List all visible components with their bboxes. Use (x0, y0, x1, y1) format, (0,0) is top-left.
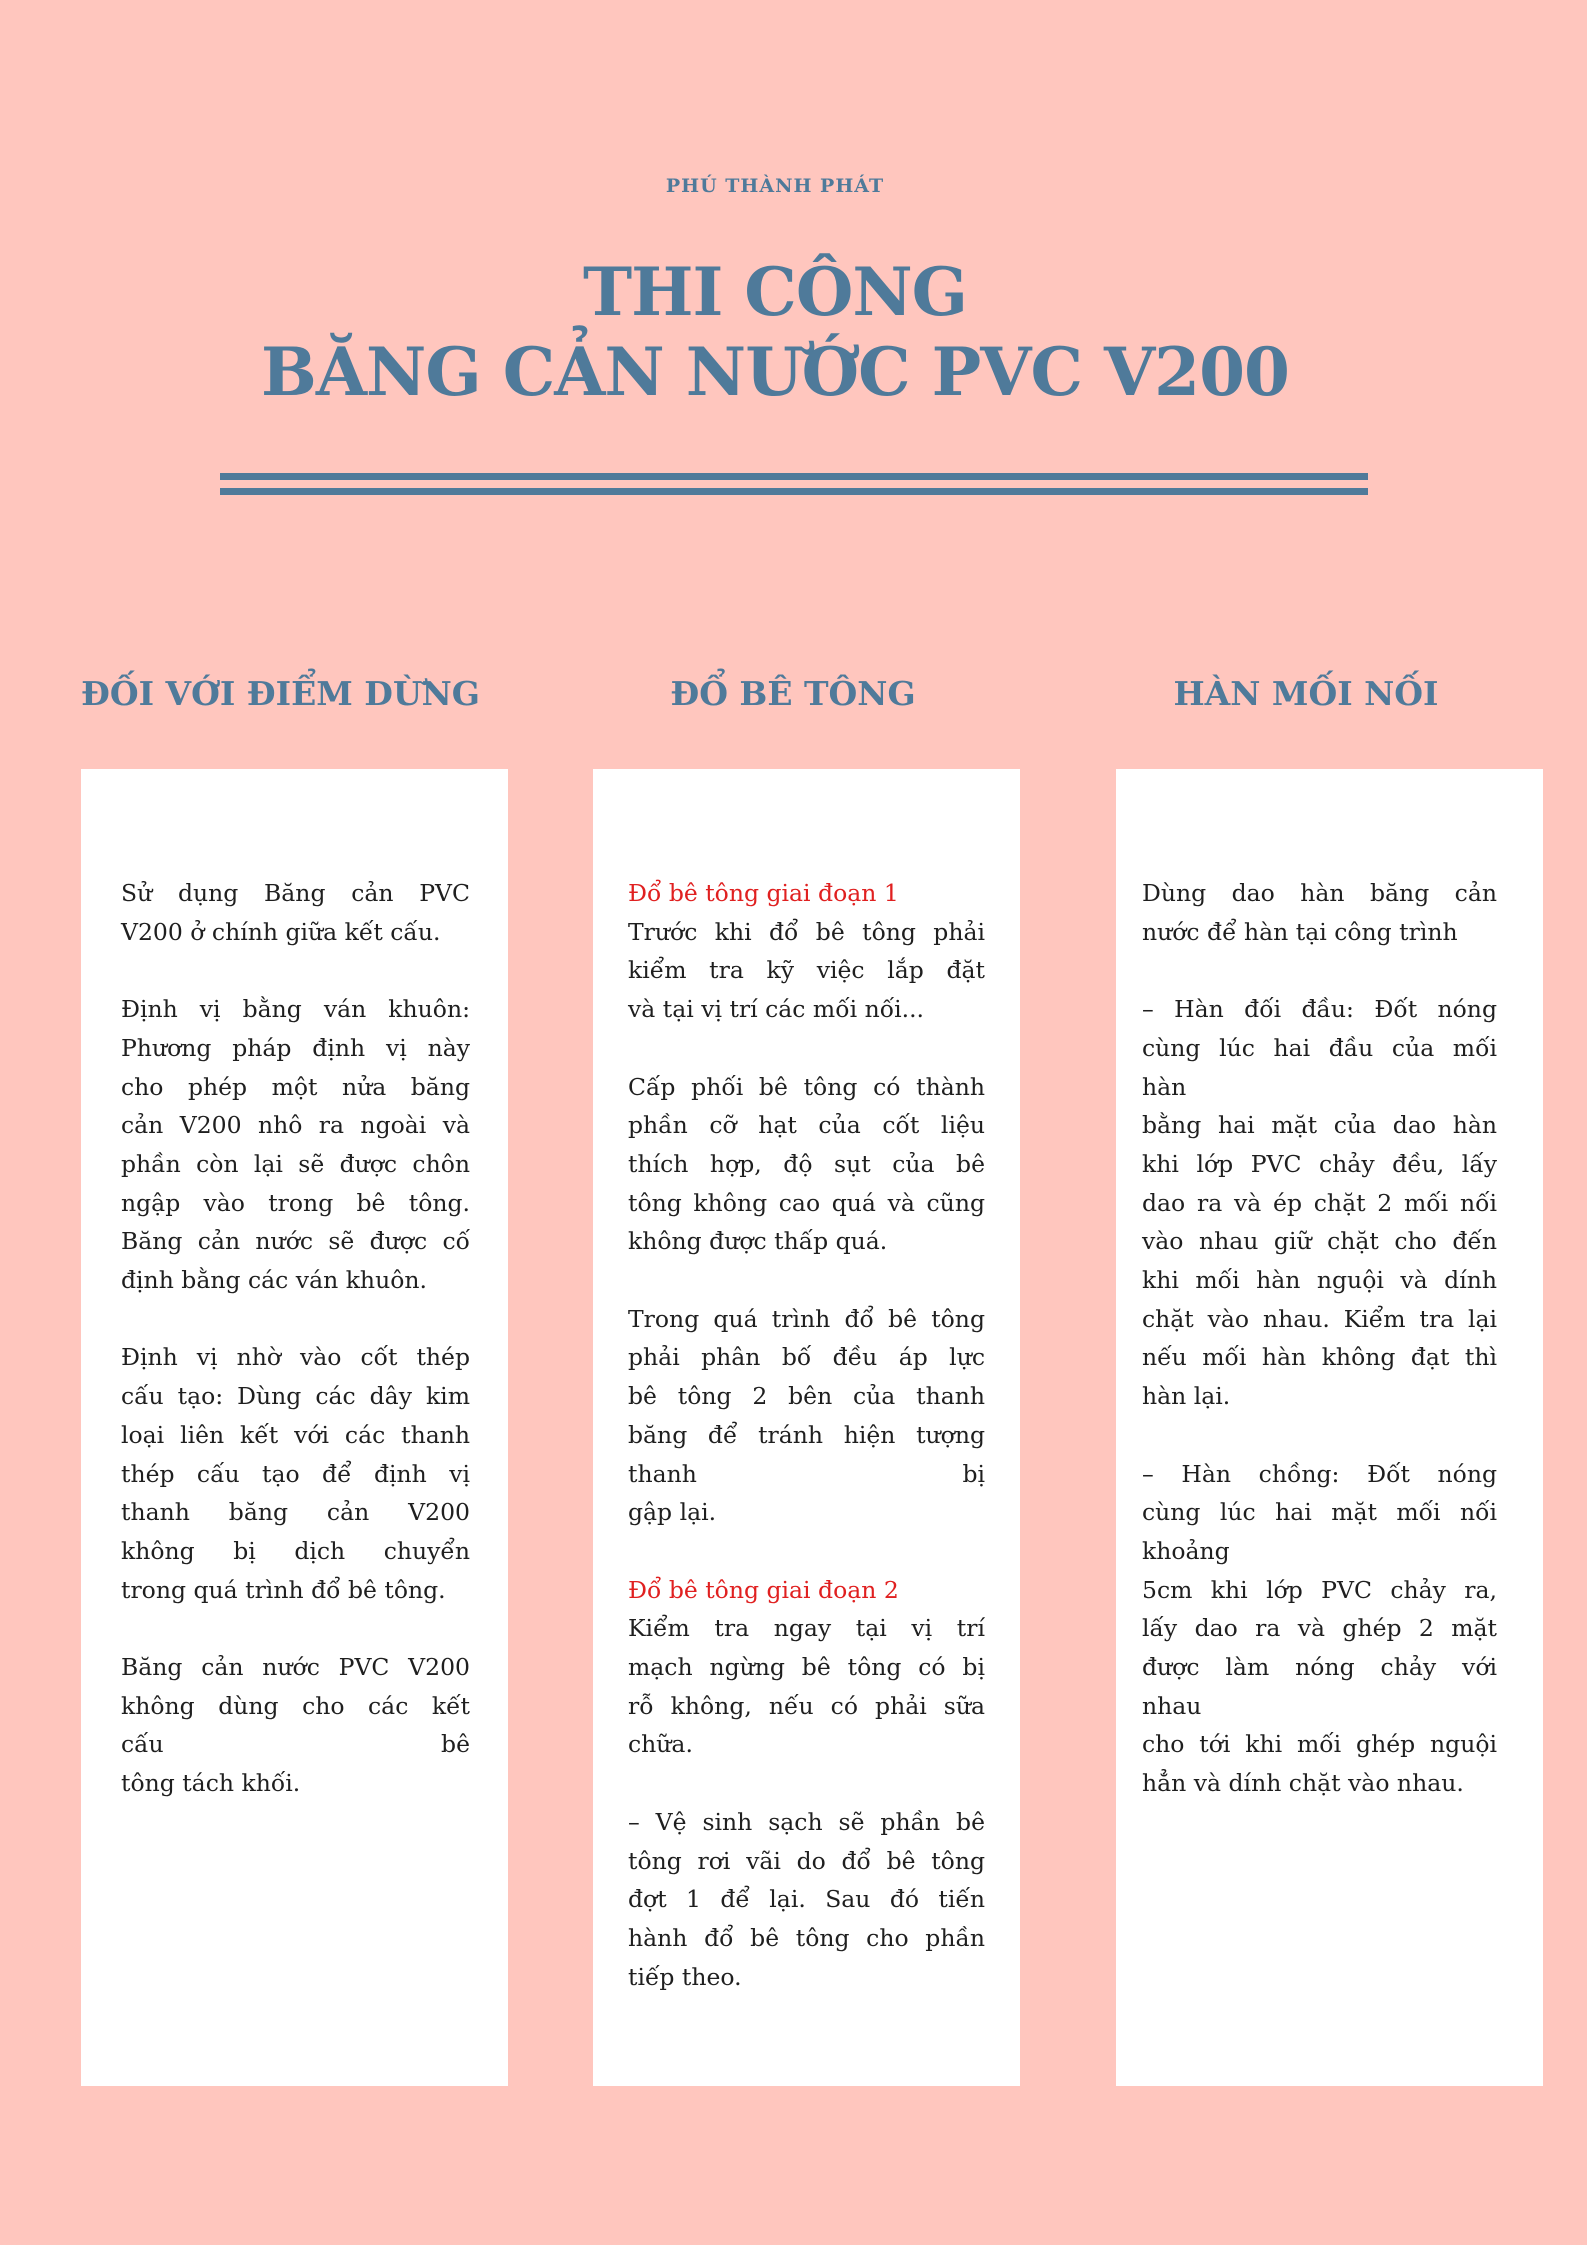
text-line: thanh bị (628, 1459, 985, 1488)
text-line: rỗ không, nếu có phải sữa (628, 1691, 985, 1720)
text-line: ngập vào trong bê tông. (121, 1188, 470, 1217)
text-line: chặt vào nhau. Kiểm tra lại (1142, 1304, 1497, 1333)
paragraph (121, 1648, 470, 1803)
text-line: thép cấu tạo để định vị (121, 1459, 470, 1488)
text-line: Dùng dao hàn băng cản (1142, 879, 1497, 907)
text-line: cùng lúc hai mặt mối nối (1142, 1498, 1497, 1527)
card-body (121, 874, 470, 1842)
paragraph (1142, 990, 1497, 1416)
title-line-1: THI CÔNG (582, 253, 968, 331)
paragraph (628, 1300, 985, 1532)
text-line: khi lớp PVC chảy đều, lấy (1142, 1149, 1497, 1178)
text-line: không dùng cho các kết (121, 1691, 470, 1720)
paragraph (1142, 1455, 1497, 1803)
title-divider-bottom (220, 488, 1368, 495)
text-line: – Hàn đối đầu: Đốt nóng (1142, 995, 1497, 1024)
text-line: thanh băng cản V200 (121, 1498, 470, 1527)
text-line: kiểm tra kỹ việc lắp đặt (628, 956, 985, 985)
text-line: Phương pháp định vị này (121, 1033, 470, 1062)
text-line: hành đổ bê tông cho phần (628, 1923, 985, 1952)
text-line: trong quá trình đổ bê tông. (121, 1575, 446, 1604)
brand-name: PHÚ THÀNH PHÁT (665, 175, 885, 197)
text-line: phải phân bố đều áp lực (628, 1343, 985, 1372)
paragraph (121, 874, 470, 951)
text-line: Định vị bằng ván khuôn: (121, 995, 470, 1024)
title-divider-top (220, 473, 1368, 480)
subheading-stage-2: Đổ bê tông giai đoạn 2 (628, 1575, 899, 1604)
text-line: cấu tạo: Dùng các dây kim (121, 1382, 470, 1411)
card-joint-welding (1116, 769, 1543, 2086)
text-line: – Hàn chồng: Đốt nóng (1142, 1459, 1497, 1488)
text-line: Sử dụng Băng cản PVC (121, 879, 470, 907)
text-line: cấu bê (121, 1730, 470, 1759)
text-line: nếu mối hàn không đạt thì (1142, 1343, 1497, 1372)
text-line: không được thấp quá. (628, 1227, 888, 1256)
text-line: chữa. (628, 1730, 693, 1759)
text-line: nhau (1142, 1691, 1202, 1720)
text-line: bê tông 2 bên của thanh (628, 1382, 985, 1411)
text-line: V200 ở chính giữa kết cấu. (121, 917, 441, 946)
paragraph (628, 913, 985, 1029)
text-line: – Vệ sinh sạch sẽ phần bê (628, 1807, 985, 1836)
text-line: nước để hàn tại công trình (1142, 917, 1458, 946)
text-line: mạch ngừng bê tông có bị (628, 1653, 985, 1682)
card-body (1142, 874, 1497, 1842)
text-line: gập lại. (628, 1498, 717, 1527)
text-line: khi mối hàn nguội và dính (1142, 1266, 1497, 1295)
text-line: Cấp phối bê tông có thành (628, 1072, 985, 1101)
text-line: Trong quá trình đổ bê tông (628, 1304, 985, 1333)
text-line: dao ra và ép chặt 2 mối nối (1142, 1188, 1497, 1217)
column-heading-joint-welding: HÀN MỐI NỐI (1173, 674, 1439, 713)
text-line: vào nhau giữ chặt cho đến (1142, 1227, 1497, 1256)
column-heading-concrete-pouring: ĐỔ BÊ TÔNG (670, 674, 916, 713)
text-line: hàn (1142, 1072, 1187, 1101)
text-line: tông tách khối. (121, 1769, 301, 1798)
text-line: bằng hai mặt của dao hàn (1142, 1111, 1497, 1140)
title-line-2: BĂNG CẢN NƯỚC PVC V200 (261, 333, 1289, 411)
text-line: băng để tránh hiện tượng (628, 1420, 985, 1449)
text-line: loại liên kết với các thanh (121, 1420, 470, 1449)
text-line: cùng lúc hai đầu của mối (1142, 1033, 1497, 1062)
text-line: phần cỡ hạt của cốt liệu (628, 1111, 985, 1140)
text-line: khoảng (1142, 1536, 1230, 1565)
paragraph (628, 1609, 985, 1764)
text-line: tiếp theo. (628, 1962, 742, 1991)
text-line: thích hợp, độ sụt của bê (628, 1149, 985, 1178)
column-heading-stop-point: ĐỐI VỚI ĐIỂM DỪNG (81, 674, 480, 713)
text-line: cho phép một nửa băng (121, 1072, 470, 1101)
page-title (0, 252, 1550, 412)
text-line: và tại vị trí các mối nối... (628, 995, 925, 1024)
text-line: Băng cản nước sẽ được cố (121, 1227, 470, 1256)
text-line: đợt 1 để lại. Sau đó tiến (628, 1885, 985, 1914)
paragraph (628, 1803, 985, 1997)
card-stop-point (81, 769, 508, 2086)
text-line: hẳn và dính chặt vào nhau. (1142, 1769, 1464, 1798)
text-line: Kiểm tra ngay tại vị trí (628, 1614, 985, 1643)
text-line: không bị dịch chuyển (121, 1536, 470, 1565)
card-concrete-pouring (593, 769, 1020, 2086)
text-line: 5cm khi lớp PVC chảy ra, (1142, 1575, 1497, 1604)
text-line: Băng cản nước PVC V200 (121, 1653, 470, 1682)
paragraph (628, 1068, 985, 1262)
paragraph (121, 990, 470, 1300)
paragraph (1142, 874, 1497, 951)
text-line: Trước khi đổ bê tông phải (628, 917, 985, 946)
text-line: định bằng các ván khuôn. (121, 1266, 427, 1295)
text-line: cản V200 nhô ra ngoài và (121, 1111, 470, 1140)
paragraph (121, 1338, 470, 1609)
text-line: tông rơi vãi do đổ bê tông (628, 1846, 985, 1875)
text-line: cho tới khi mối ghép nguội (1142, 1730, 1497, 1759)
text-line: phần còn lại sẽ được chôn (121, 1149, 470, 1178)
card-body (628, 874, 985, 2035)
text-line: Định vị nhờ vào cốt thép (121, 1343, 470, 1372)
text-line: hàn lại. (1142, 1382, 1231, 1411)
text-line: tông không cao quá và cũng (628, 1188, 985, 1217)
text-line: được làm nóng chảy với (1142, 1653, 1497, 1682)
subheading-stage-1: Đổ bê tông giai đoạn 1 (628, 879, 899, 907)
text-line: lấy dao ra và ghép 2 mặt (1142, 1614, 1497, 1643)
